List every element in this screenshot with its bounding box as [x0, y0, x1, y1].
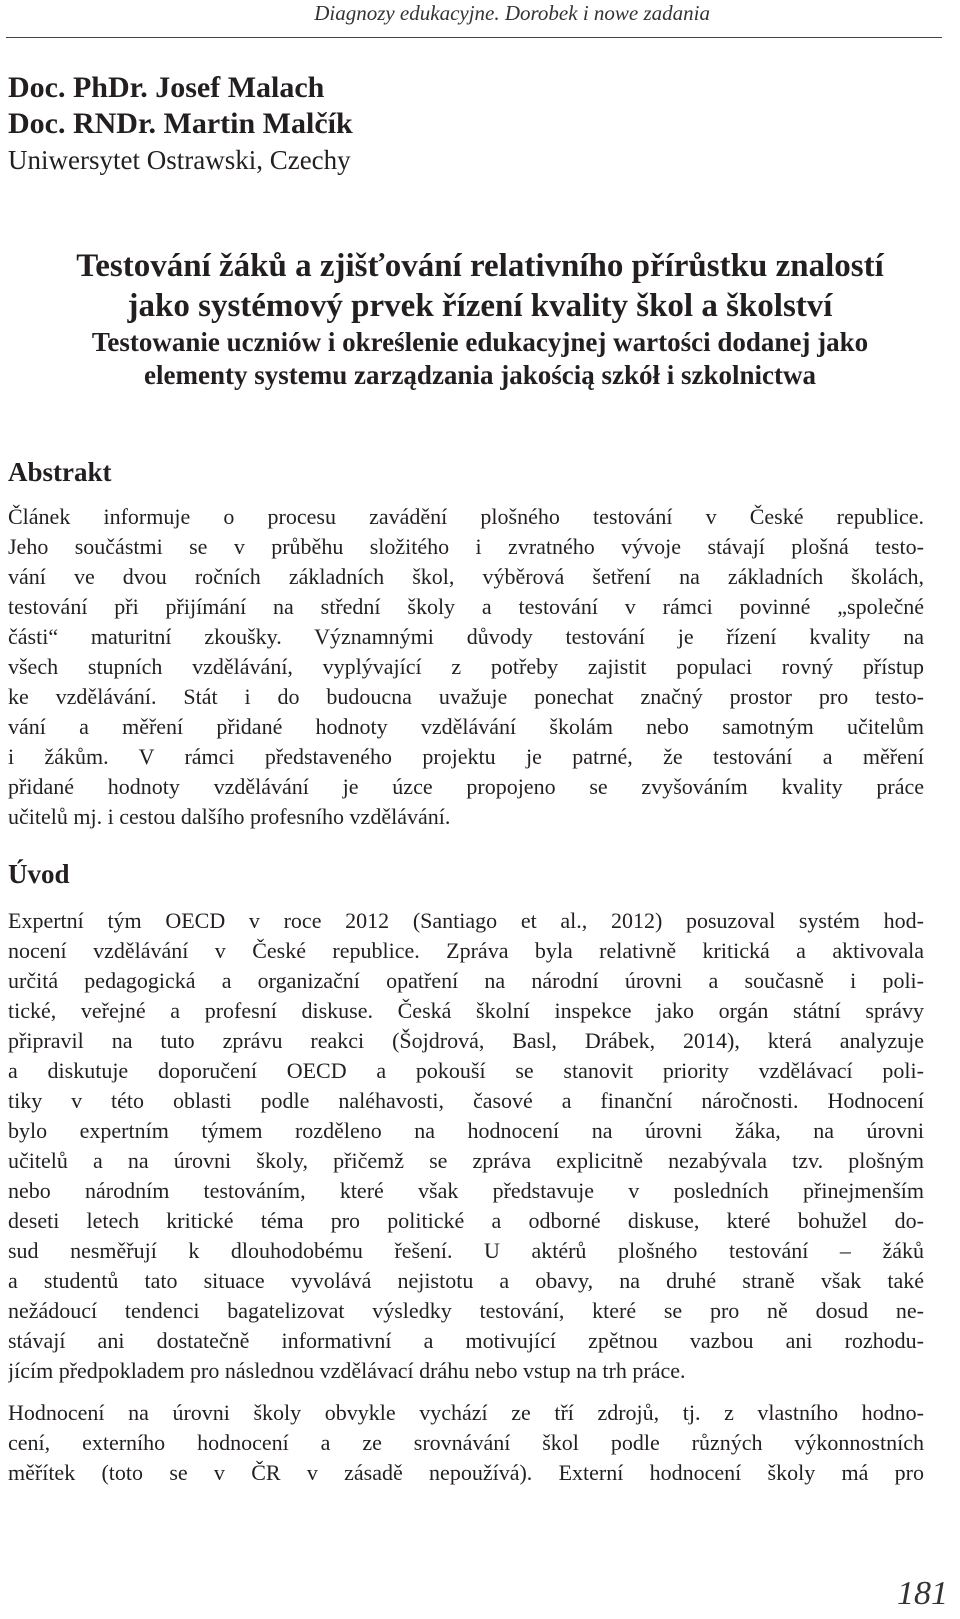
abstract-line: učitelů mj. i cestou dalšího profesního vzdělávání.: [8, 804, 451, 829]
abstract-line: ke vzdělávání. Stát i do budoucna uvažuje ponechat značný prostor pro testo-: [8, 684, 924, 709]
intro-line: určitá pedagogická a organizační opatření na národní úrovni a současně i poli-: [8, 968, 924, 993]
abstract-line: všech stupních vzdělávání, vyplývající z potřeby zajistit populaci rovný přístup: [8, 654, 924, 679]
abstract-line: Jeho součástmi se v průběhu složitého i zvratného vývoje stávají plošná testo-: [8, 534, 924, 559]
intro-paragraph-1: [8, 906, 924, 1386]
intro-line: a studentů tato situace vyvolává nejistotu a obavy, na druhé straně však také: [8, 1268, 924, 1293]
running-head: Diagnozy edukacyjne. Dorobek i nowe zadania: [314, 1, 710, 25]
intro-line: a diskutuje doporučení OECD a pokouší se stanovit priority vzdělávací poli-: [8, 1058, 924, 1083]
abstract-paragraph: [8, 502, 924, 832]
intro-line: bylo expertním týmem rozděleno na hodnocení na úrovni žáka, na úrovni: [8, 1118, 924, 1143]
intro-line: připravil na tuto zprávu reakci (Šojdrová, Basl, Drábek, 2014), která analyzuje: [8, 1028, 924, 1053]
intro-line: Expertní tým OECD v roce 2012 (Santiago et al., 2012) posuzoval systém hod-: [8, 908, 924, 933]
abstract-line: vání a měření přidané hodnoty vzdělávání školám nebo samotným učitelům: [8, 714, 924, 739]
intro-line: učitelů a na úrovni školy, přičemž se zpráva explicitně nezabývala tzv. plošným: [8, 1148, 924, 1173]
page-number: 181: [897, 1575, 948, 1612]
intro-line: jícím předpokladem pro následnou vzdělávací dráhu nebo vstup na trh práce.: [8, 1358, 686, 1383]
intro-line: měřítek (toto se v ČR v zásadě nepoužívá). Externí hodnocení školy má pro: [8, 1460, 924, 1485]
abstract-line: části“ maturitní zkoušky. Významnými důvody testování je řízení kvality na: [8, 624, 924, 649]
intro-line: tiky v této oblasti podle naléhavosti, časové a finanční náročnosti. Hodnocení: [8, 1088, 924, 1113]
title-pl-line-1: Testowanie uczniów i określenie edukacyjnej wartości dodanej jako: [91, 327, 869, 357]
author-2: Doc. RNDr. Martin Malčík: [8, 107, 353, 140]
author-1: Doc. PhDr. Josef Malach: [8, 71, 325, 104]
abstract-line: vání ve dvou ročních základních škol, výběrová šetření na základních školách,: [8, 564, 924, 589]
abstract-line: i žákům. V rámci představeného projektu je patrné, že testování a měření: [8, 744, 924, 769]
abstract-line: Článek informuje o procesu zavádění plošného testování v České republice.: [8, 504, 924, 529]
intro-line: nebo národním testováním, které však představuje v posledních přinejmenším: [8, 1178, 924, 1203]
author-block: [8, 70, 353, 178]
intro-line: sud nesměřují k dlouhodobému řešení. U aktérů plošného testování – žáků: [8, 1238, 924, 1263]
intro-line: nežádoucí tendenci bagatelizovat výsledky testování, které se pro ně dosud ne-: [8, 1298, 924, 1323]
intro-heading: Úvod: [8, 859, 70, 889]
intro-paragraph-2: [8, 1398, 924, 1488]
intro-line: cení, externího hodnocení a ze srovnávání škol podle různých výkonnostních: [8, 1430, 924, 1455]
abstract-line: přidané hodnoty vzdělávání je úzce propojeno se zvyšováním kvality práce: [8, 774, 924, 799]
header-rule: [6, 37, 942, 38]
title-cz-line-1: Testování žáků a zjišťování relativního přírůstku znalostí: [76, 248, 884, 284]
intro-line: stávají ani dostatečně informativní a motivující zpětnou vazbou ani rozhodu-: [8, 1328, 924, 1353]
intro-line: deseti letech kritické téma pro politické a odborné diskuse, které bohužel do-: [8, 1208, 924, 1233]
title-pl-line-2: elementy systemu zarządzania jakością szkół i szkolnictwa: [144, 360, 816, 390]
title-cz-line-2: jako systémový prvek řízení kvality škol a školství: [127, 288, 833, 324]
title-block: [0, 246, 960, 392]
intro-line: Hodnocení na úrovni školy obvykle vychází ze tří zdrojů, tj. z vlastního hodno-: [8, 1400, 924, 1425]
abstract-heading: Abstrakt: [8, 457, 112, 487]
abstract-line: testování při přijímání na střední školy a testování v rámci povinné „společné: [8, 594, 924, 619]
intro-line: tické, veřejné a profesní diskuse. Česká školní inspekce jako orgán státní správy: [8, 998, 924, 1023]
intro-line: nocení vzdělávání v České republice. Zpráva byla relativně kritická a aktivovala: [8, 938, 924, 963]
affiliation: Uniwersytet Ostrawski, Czechy: [8, 145, 351, 175]
